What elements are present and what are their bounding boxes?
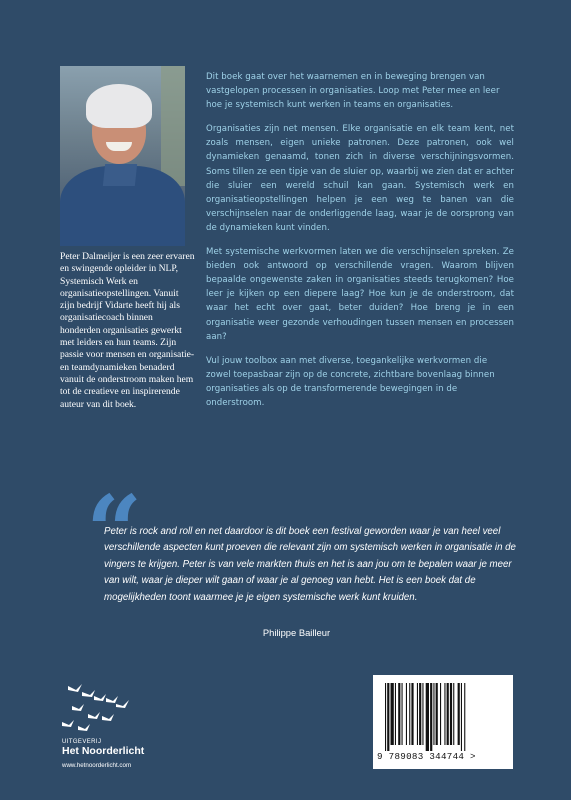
publisher-url: www.hetnoorderlicht.com <box>62 762 132 769</box>
photo-collar <box>103 164 137 186</box>
barcode-bar <box>436 683 438 745</box>
barcode-bar <box>391 683 394 745</box>
blurb-paragraph-1: Dit boek gaat over het waarnemen en in beweging brengen van vastgelopen processen in organisaties. Loop met Peter mee en leer hoe je systemisch kunt werken in teams en organisaties. <box>206 72 500 111</box>
blurb-paragraph-4: Vul jouw toolbox aan met diverse, toegankelijke werkvormen die zowel toepasbaar zijn op de concrete, zichtbare bovenlaag binnen organisaties als op de transformerende bewegingen in de onderstroom. <box>206 355 495 408</box>
isbn-number: 9 789083 344744 > <box>377 751 476 762</box>
publisher-birds-logo-icon <box>58 678 134 736</box>
barcode-bars <box>383 683 503 751</box>
barcode-bar <box>450 683 452 745</box>
barcode-bar <box>447 683 449 745</box>
isbn-barcode <box>373 675 513 769</box>
barcode-bar <box>417 683 418 745</box>
blurb-text <box>206 70 514 420</box>
barcode-bar <box>458 683 460 745</box>
blurb-paragraph-3: Met systemische werkvormen laten we die verschijnselen spreken. Ze bieden ook antwoord op verschillende vragen. Waarom blijven bepaalde ongewenste zaken in organisaties steeds terugkomen? Hoe leer je kijken op een diepere laag? Hoe kun je de onderstroom, dat waar het echt over gaat, beter duiden? Hoe breng je in een organisatie weer gezonde verhoudingen tussen mensen en processen aan? <box>206 247 514 342</box>
quote-author: Philippe Bailleur <box>262 627 331 638</box>
barcode-bar <box>426 683 429 751</box>
barcode-bar <box>419 683 421 745</box>
barcode-bar <box>440 683 441 745</box>
photo-background-foliage <box>161 66 185 186</box>
barcode-bar <box>430 683 432 751</box>
barcode-bar <box>461 683 462 751</box>
barcode-bar <box>395 683 396 745</box>
publisher-prefix: UITGEVERIJ <box>62 739 102 745</box>
quote-mark-icon: “ <box>86 475 143 590</box>
barcode-bar <box>411 683 413 745</box>
barcode-bar <box>387 683 389 751</box>
author-photo <box>60 66 185 246</box>
barcode-bar <box>385 683 386 751</box>
endorsement-quote: Peter is rock and roll en net daardoor is dit boek een festival geworden waar je van heel veel verschillende aspecten kunt proeven die relevant zijn om systemisch werken in organisatie in de vingers te krijgen. Peter is van vele markten thuis en het is aan jou om te bepalen waar je meer van wilt, waar je dieper wilt gaan of waar je al genoeg van hebt. Het is een boek dat de mogelijkheden toont waarmee je je eigen systemische werk kunt kruiden. <box>104 526 516 603</box>
barcode-bar <box>402 683 403 745</box>
barcode-bar <box>398 683 400 745</box>
author-bio: Peter Dalmeijer is een zeer ervaren en swingende opleider in NLP, Systemisch Werk en organisatieopstellingen. Vanuit zijn bedrijf Vidarte heeft hij als organisatiecoach binnen honderden organisaties gewerkt met leiders en hun teams. Zijn passie voor mensen en organisatie- en teamdynamieken benaderd vanuit de onderstroom maken hem tot de creatieve en inspirerende auteur van dit boek. <box>60 251 195 410</box>
barcode-bar <box>422 683 423 745</box>
barcode-bar <box>433 683 434 745</box>
blurb-paragraph-2: Organisaties zijn net mensen. Elke organisatie en elk team kent, net zoals mensen, eigen unieke patronen. Deze patronen, ook wel dynamieken genaamd, tonen zich in diverse verschijningsvormen. Soms tillen ze een tipje van de sluier op, waarbij we zien dat er achter die sluier een wereld schuil kan gaan. Systemisch werk en organisatieopstellingen helpen je een weg te banen van die verschijnselen naar de onderliggende laag, waar je de oorsprong van de dynamieken kunt vinden. <box>206 124 514 233</box>
barcode-bar <box>444 683 445 745</box>
barcode-bar <box>409 683 410 745</box>
barcode-bar <box>453 683 454 745</box>
barcode-bar <box>464 683 465 751</box>
publisher-name: Het Noorderlicht <box>62 745 145 757</box>
barcode-bar <box>406 683 407 745</box>
photo-hair <box>86 84 152 128</box>
